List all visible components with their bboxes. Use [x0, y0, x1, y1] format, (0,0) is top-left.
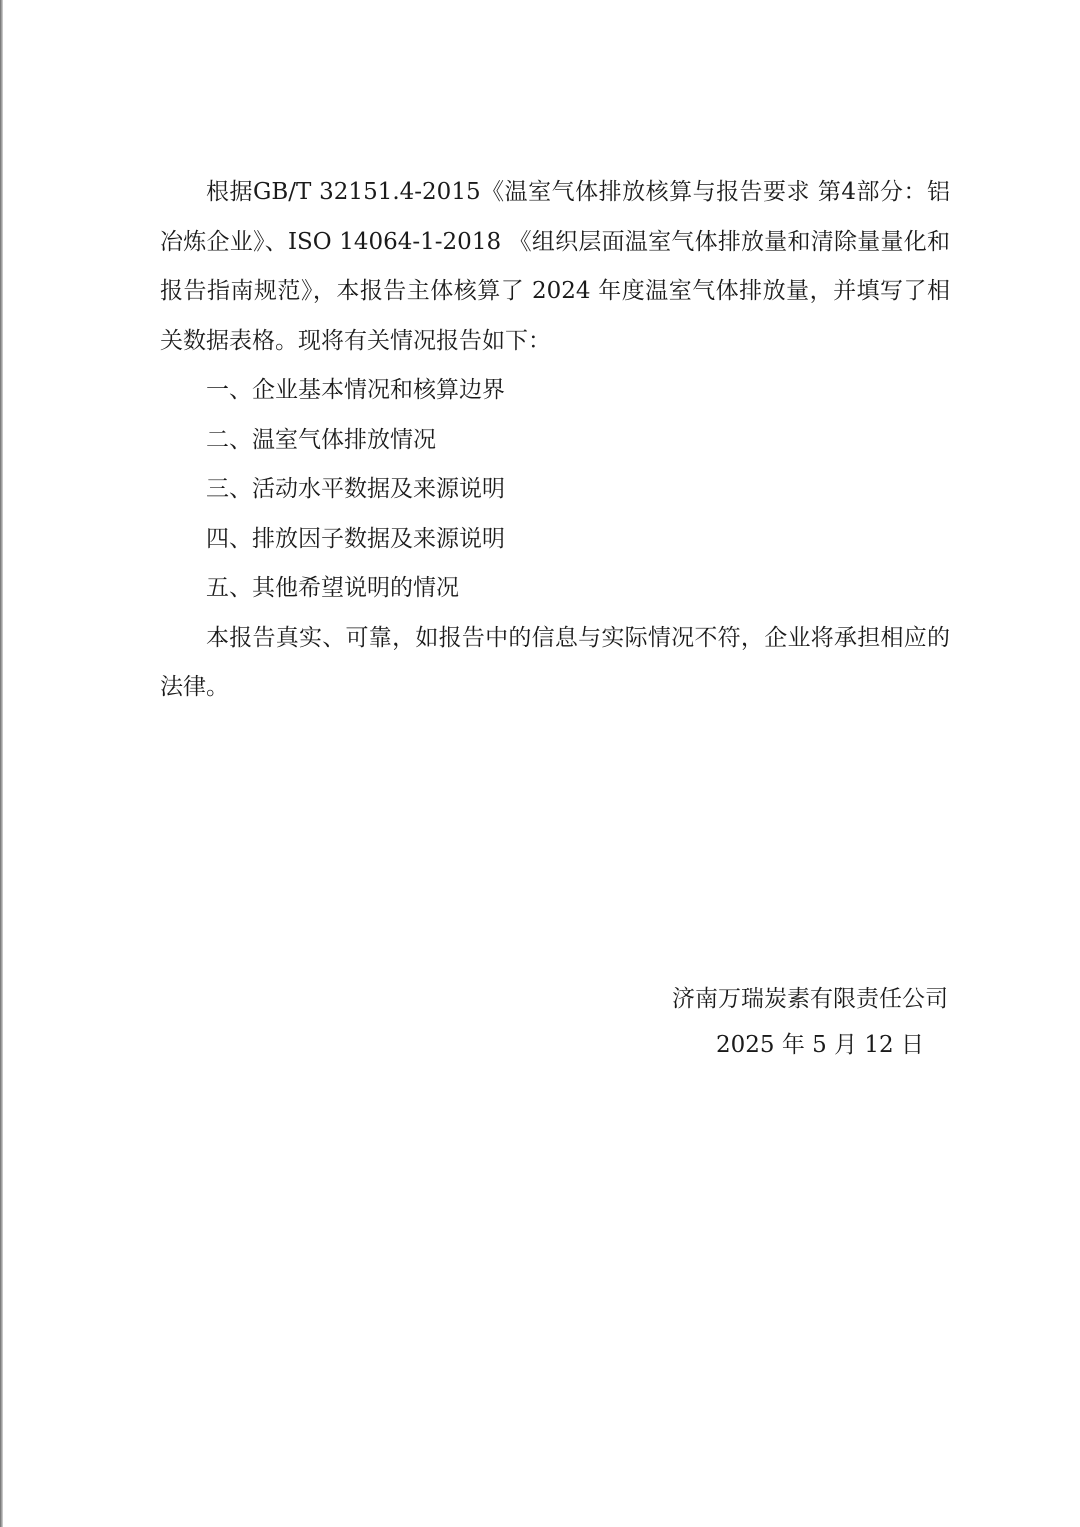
report-date: 2025 年 5 月 12 日	[716, 1032, 924, 1058]
company-name: 济南万瑞炭素有限责任公司	[672, 986, 948, 1012]
closing-paragraph: 本报告真实、可靠，如报告中的信息与实际情况不符，企业将承担相应的法律。	[160, 624, 950, 700]
document-body	[160, 168, 950, 713]
signature-block	[560, 976, 950, 1068]
list-item-1: 一、企业基本情况和核算边界	[206, 377, 505, 403]
list-item-4: 四、排放因子数据及来源说明	[206, 525, 505, 552]
list-item-5: 五、其他希望说明的情况	[206, 575, 459, 601]
intro-paragraph: 根据GB/T 32151.4-2015《温室气体排放核算与报告要求 第4部分：铝冶炼企业》、ISO 14064-1-2018 《组织层面温室气体排放量和清除量量化和报告指南规范》，本报告主体核算了 2024 年度温室气体排放量，并填写了相关数据表格。现将有关情况报告如下：	[160, 179, 950, 354]
list-item-3: 三、活动水平数据及来源说明	[206, 476, 505, 502]
list-item-2: 二、温室气体排放情况	[206, 426, 436, 453]
scan-edge-shadow	[0, 0, 3, 1527]
